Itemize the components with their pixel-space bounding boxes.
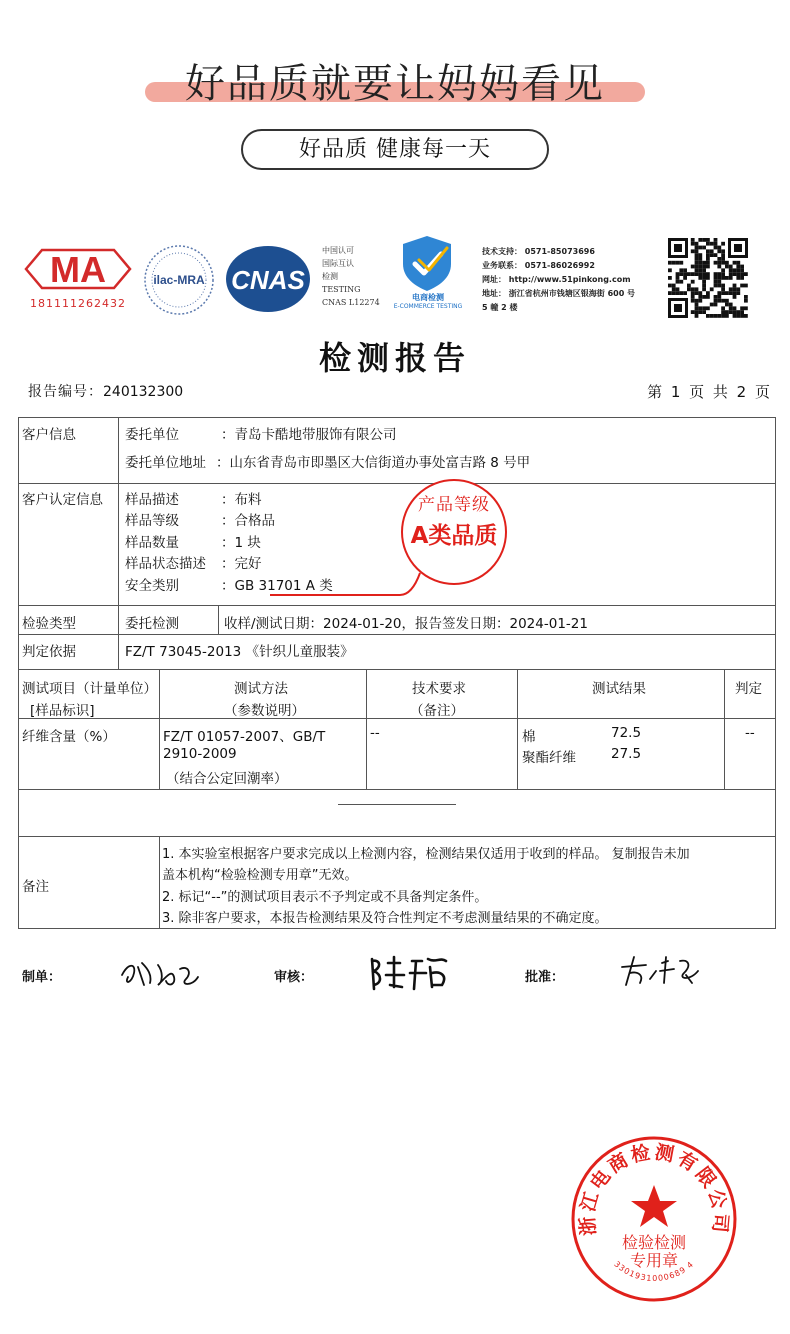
row-judgement: -- [745,725,755,741]
header-item: 测试项目（计量单位） [22,681,157,697]
client-address-value: ：山东省青岛市即墨区大信街道办事处富吉路 8 号甲 [216,455,531,471]
sample-state-value: ：完好 [221,556,262,572]
client-section-label: 客户信息 [22,427,76,443]
seal-number: 3301931000689 4 [612,1259,696,1284]
sample-state-label: 样品状态描述 [125,556,206,572]
grade-callout [395,490,513,550]
header-method: 测试方法 [234,681,288,697]
row-method-1: FZ/T 01057-2007、GB/T [163,729,326,745]
safety-category-value: ：GB 31701 A 类 [221,578,333,594]
row-method-2: 2910-2009 [163,746,237,762]
contact-info: 技术支持： 0571-85073696 业务联系： 0571-86026992 网址： http://www.51pinkong.com 地址： 浙江省杭州市钱塘区银海街 600 号 5 幢 2 楼 [482,247,636,312]
banner-title: 好品质就要让妈妈看见 [185,61,605,107]
header-requirement-sub: （备注） [410,703,464,719]
cnas-accreditation-text: 中国认可 国际互认 检测 TESTING CNAS L12274 [322,246,380,307]
prepared-signature [118,955,208,991]
notes-label: 备注 [22,879,49,895]
sample-qty-label: 样品数量 [125,535,179,551]
result-name-polyester: 聚酯纤维 [522,750,576,766]
callout-line2: A类品质 [410,523,498,549]
header-requirement: 技术要求 [412,681,466,697]
basis-value: FZ/T 73045-2013 《针织儿童服装》 [125,644,354,660]
seal-center-line1: 检验检测 [621,1233,687,1252]
sample-section-label: 客户认定信息 [22,492,103,508]
client-unit-label: 委托单位 [125,427,179,443]
note-line-3: 2. 标记“--”的测试项目表示不予判定或不具备判定条件。 [162,890,488,905]
client-address-label: 委托单位地址 [125,455,206,471]
seal-org-text: 浙江电商检测有限公司 [576,1141,732,1237]
row-method-3: （结合公定回潮率） [166,771,288,787]
sample-desc-label: 样品描述 [125,492,179,508]
row-requirement: -- [370,725,380,741]
sample-qty-value: ：1 块 [221,535,261,551]
result-name-cotton: 棉 [522,729,536,745]
tagline-pill: 好品质 健康每一天 [241,129,549,170]
result-value-polyester: 27.5 [611,746,642,762]
ecommerce-testing-label: 电商检测 E-COMMERCE TESTING [393,293,463,310]
inspection-type-value: 委托检测 [125,616,179,632]
inspection-type-label: 检验类型 [22,616,76,632]
approved-by-label: 批准： [525,970,565,985]
row-item: 纤维含量（%） [22,729,116,745]
sample-grade-value: ：合格品 [221,513,275,529]
prepared-by-label: 制单： [22,970,62,985]
header-item-sub: [样品标识] [30,703,95,719]
reviewed-by-label: 审核： [274,970,314,985]
cma-logo [22,244,134,310]
inspection-dates: 收样/测试日期：2024-01-20，报告签发日期：2024-01-21 [224,616,588,632]
header-result: 测试结果 [592,681,646,697]
report-number: 报告编号：240132300 [28,384,184,400]
ilac-text: ilac-MRA [153,273,205,287]
cma-number: 181111262432 [30,297,126,310]
official-seal [570,1135,738,1303]
cnas-text: CNAS [231,265,305,295]
report-title: 检测报告 [318,339,471,377]
header-method-sub: （参数说明） [224,703,305,719]
note-line-4: 3. 除非客户要求，本报告检测结果及符合性判定不考虑测量结果的不确定度。 [162,911,608,926]
result-value-cotton: 72.5 [611,725,642,741]
callout-line1: 产品等级 [418,495,490,515]
cnas-logo [224,244,312,314]
basis-label: 判定依据 [22,644,76,660]
sample-grade-label: 样品等级 [125,513,179,529]
page-indicator: 第 1 页 共 2 页 [647,383,772,401]
approved-signature [616,953,706,989]
note-line-1: 1. 本实验室根据客户要求完成以上检测内容，检测结果仅适用于收到的样品。 复制报告未加 [162,847,690,862]
client-unit-value: ：青岛卡酷地带服饰有限公司 [221,427,397,443]
ilac-mra-logo [143,244,215,316]
sample-desc-value: ：布料 [221,492,262,508]
safety-category-label: 安全类别 [125,578,179,594]
cma-text: MA [50,249,106,290]
header-judgement: 判定 [735,681,762,697]
reviewed-signature [366,953,456,993]
note-line-2: 盖本机构“检验检测专用章”无效。 [162,868,358,883]
seal-center-line2: 专用章 [629,1251,679,1270]
qr-code[interactable] [666,236,750,320]
